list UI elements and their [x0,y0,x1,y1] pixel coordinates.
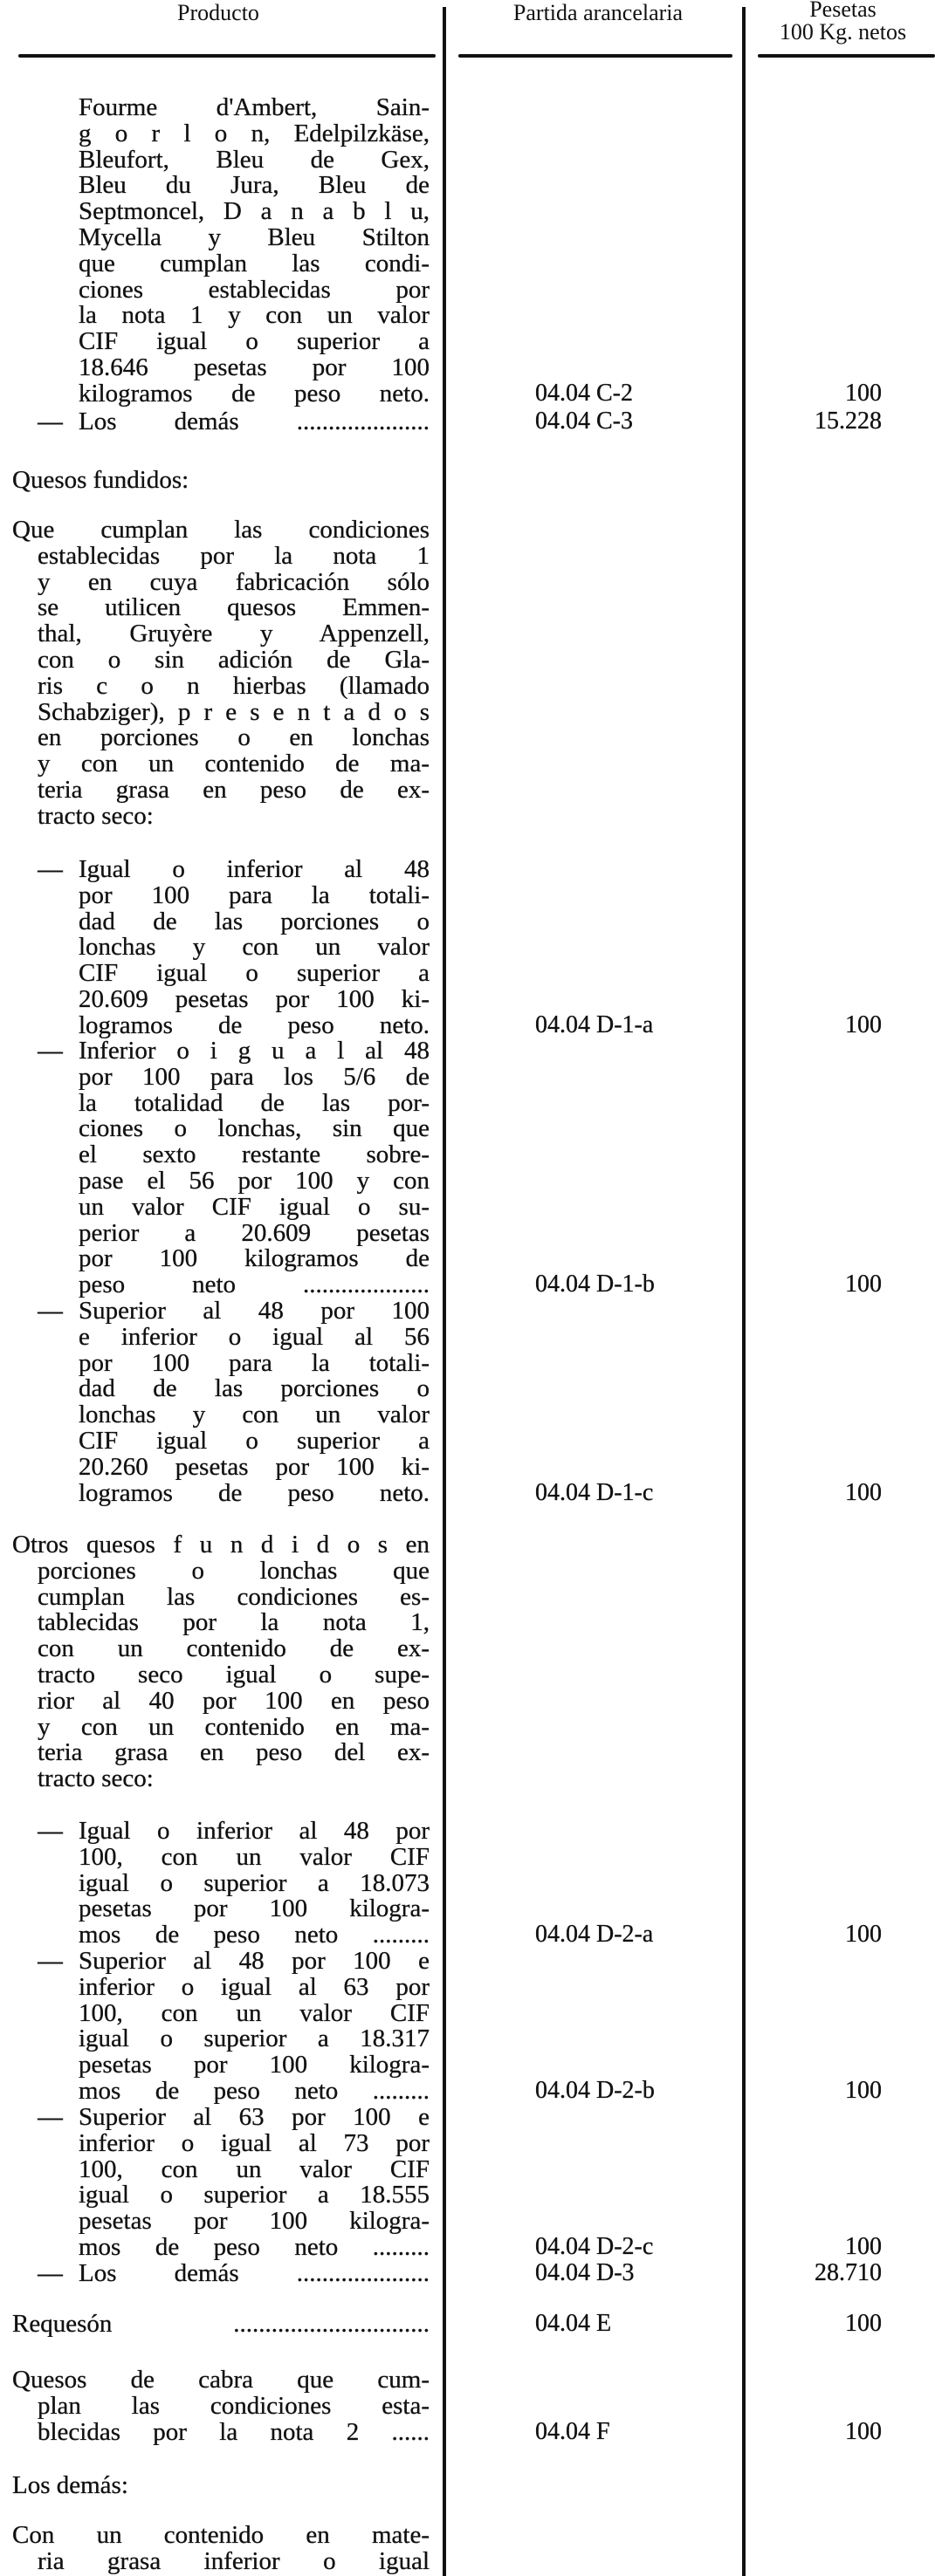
product-text-line: tracto seco: [38,801,154,830]
em-dash-bullet: — [38,1297,63,1325]
product-text-line: 100, con un valor CIF [79,1999,430,2026]
em-dash-bullet: — [38,855,63,883]
product-text-line: 100, con un valor CIF [79,2155,430,2182]
product-text-line: logramos de peso neto. [79,1011,430,1038]
product-text-line: lonchas y con un valor [79,934,430,961]
product-text-line: un valor CIF igual o su- [79,1193,430,1220]
product-text-line: inferior o igual al 63 por [79,1973,430,2000]
product-text-line: pesetas por 100 kilogra- [79,1895,430,1922]
product-text-line: blecidas por la nota 2 ...... [38,2418,430,2445]
product-text-line: ris c o n hierbas (llamado [38,672,430,699]
product-text-line: logramos de peso neto. [79,1479,430,1506]
product-text-line: Superior al 48 por 100 e [79,1948,430,1974]
header-rule-pesetas [758,54,935,58]
product-text-line: porciones o lonchas que [38,1557,430,1584]
product-text-line: la totalidad de las por- [79,1089,430,1116]
pesetas-header-line2: 100 Kg. netos [779,19,907,45]
product-text-line: mos de peso neto ......... [79,1922,430,1949]
product-text-line: igual o superior a 18.555 [79,2182,430,2209]
em-dash-bullet: — [38,1037,63,1065]
product-text-line: Bleu du Jura, Bleu de [79,172,430,199]
column-divider-1 [443,7,446,2576]
product-text-line: Otros quesos f u n d i d o s en [12,1531,430,1558]
pesetas-value: 100 [845,1271,882,1298]
tariff-code: 04.04 F [535,2417,610,2445]
product-text-line: Inferior o i g u a l al 48 [79,1038,430,1064]
product-text-line: se utilicen quesos Emmen- [38,594,430,621]
em-dash-bullet: — [38,408,63,435]
em-dash-bullet: — [38,1817,63,1845]
tariff-code: 04.04 D-1-a [535,1011,654,1038]
product-text-line: Que cumplan las condiciones [12,517,430,543]
product-text-line: pesetas por 100 kilogra- [79,2208,430,2235]
product-text-line: por 100 para la totali- [79,1349,430,1376]
product-text-line: cumplan las condiciones es- [38,1583,430,1610]
em-dash-bullet: — [38,1947,63,1975]
product-text-line: y con un contenido de ma- [38,750,430,778]
pesetas-value: 28.710 [815,2259,882,2286]
product-text-line: peso neto .................... [79,1271,430,1298]
header-rule-partida [458,54,732,58]
product-text-line: mos de peso neto ......... [79,2234,430,2260]
tariff-code: 04.04 D-3 [535,2259,635,2286]
product-text-line: lonchas y con un valor [79,1401,430,1428]
pesetas-header-line1: Pesetas [809,0,877,22]
tariff-code: 04.04 C-2 [535,379,633,407]
product-text-line: 18.646 pesetas por 100 [79,354,430,380]
product-text-line: establecidas por la nota 1 [38,542,430,569]
column-header-pesetas [751,0,935,44]
product-text-line: por 100 kilogramos de [79,1245,430,1272]
product-text-line: CIF igual o superior a [79,328,430,355]
product-text-line: e inferior o igual al 56 [79,1323,430,1350]
product-text-line: teria grasa en peso de ex- [38,777,430,803]
product-text-line: g o r l o n, Edelpilzkäse, [79,120,430,147]
em-dash-bullet: — [38,2259,63,2287]
product-text-line: Los demás ..................... [79,2260,430,2286]
product-text-line: y con un contenido en ma- [38,1713,430,1740]
product-text-line: el sexto restante sobre- [79,1141,430,1168]
tariff-code: 04.04 D-2-c [535,2233,654,2260]
product-text-line: tracto seco: [38,1764,154,1793]
column-header-partida: Partida arancelaria [512,0,684,25]
product-text-line: teria grasa en peso del ex- [38,1739,430,1766]
product-text-line: por 100 para la totali- [79,881,430,908]
product-text-line: CIF igual o superior a [79,1428,430,1454]
product-text-line: igual o superior a 18.073 [79,1869,430,1896]
column-header-producto: Producto [177,0,259,25]
product-text-line: por 100 para los 5/6 de [79,1063,430,1090]
pesetas-value: 100 [845,2077,882,2104]
tariff-code: 04.04 D-1-b [535,1271,655,1298]
product-text-line: Los demás ..................... [79,408,430,435]
product-text-line: tracto seco igual o supe- [38,1661,430,1688]
product-text-line: pase el 56 por 100 y con [79,1168,430,1194]
product-text-line: ria grasa inferior o igual [38,2547,430,2574]
tariff-code: 04.04 D-1-c [535,1478,654,1506]
product-text-line: kilogramos de peso neto. [79,380,430,407]
product-text-line: igual o superior a 18.317 [79,2025,430,2052]
tariff-code: 04.04 E [535,2310,612,2337]
product-text-line: pesetas por 100 kilogra- [79,2052,430,2079]
product-text-line: plan las condiciones esta- [38,2392,430,2419]
product-text-line: mos de peso neto ......... [79,2078,430,2104]
product-text-line: Mycella y Bleu Stilton [79,224,430,250]
header-rule-producto [18,54,436,58]
product-text-line: Bleufort, Bleu de Gex, [79,146,430,173]
pesetas-value: 15.228 [815,408,882,435]
tariff-code: 04.04 D-2-b [535,2077,655,2104]
pesetas-value: 100 [845,1011,882,1038]
product-text-line: Septmoncel, D a n a b l u, [79,198,430,225]
product-text-line: Fourme d'Ambert, Sain- [79,94,430,120]
pesetas-value: 100 [845,2417,882,2445]
product-text-line: Quesos de cabra que cum- [12,2367,430,2393]
column-divider-2 [742,7,746,2576]
product-text-line: Superior al 48 por 100 [79,1298,430,1324]
product-text-line: Quesos fundidos: [12,466,189,494]
product-text-line: la nota 1 y con un valor [79,302,430,329]
product-text-line: Requesón ............................... [12,2311,430,2337]
product-text-line: Los demás: [12,2471,128,2499]
tariff-code: 04.04 C-3 [535,408,633,435]
product-text-line: dad de las porciones o [79,908,430,935]
product-text-line: perior a 20.609 pesetas [79,1219,430,1246]
product-text-line: CIF igual o superior a [79,960,430,987]
pesetas-value: 100 [845,1478,882,1506]
product-text-line: con o sin adición de Gla- [38,647,430,673]
product-text-line: Con un contenido en mate- [12,2522,430,2548]
product-text-line: y en cuya fabricación sólo [38,568,430,595]
product-text-line: Igual o inferior al 48 [79,856,430,882]
product-text-line: en porciones o en lonchas [38,724,430,751]
product-text-line: 100, con un valor CIF [79,1843,430,1870]
product-text-line: tablecidas por la nota 1, [38,1609,430,1636]
product-text-line: con un contenido de ex- [38,1635,430,1662]
product-text-line: thal, Gruyère y Appenzell, [38,620,430,647]
pesetas-value: 100 [845,2310,882,2337]
product-text-line: dad de las porciones o [79,1375,430,1402]
em-dash-bullet: — [38,2103,63,2131]
product-text-line: que cumplan las condi- [79,250,430,277]
product-text-line: rior al 40 por 100 en peso [38,1687,430,1714]
product-text-line: inferior o igual al 73 por [79,2129,430,2156]
product-text-line: 20.609 pesetas por 100 ki- [79,986,430,1012]
pesetas-value: 100 [845,2233,882,2260]
product-text-line: Igual o inferior al 48 por [79,1818,430,1844]
product-text-line: Superior al 63 por 100 e [79,2104,430,2130]
product-text-line: ciones o lonchas, sin que [79,1115,430,1142]
pesetas-value: 100 [845,1921,882,1949]
pesetas-value: 100 [845,379,882,407]
product-text-line: Schabziger), p r e s e n t a d o s [38,698,430,725]
tariff-code: 04.04 D-2-a [535,1921,654,1949]
product-text-line: 20.260 pesetas por 100 ki- [79,1453,430,1480]
product-text-line: ciones establecidas por [79,276,430,303]
